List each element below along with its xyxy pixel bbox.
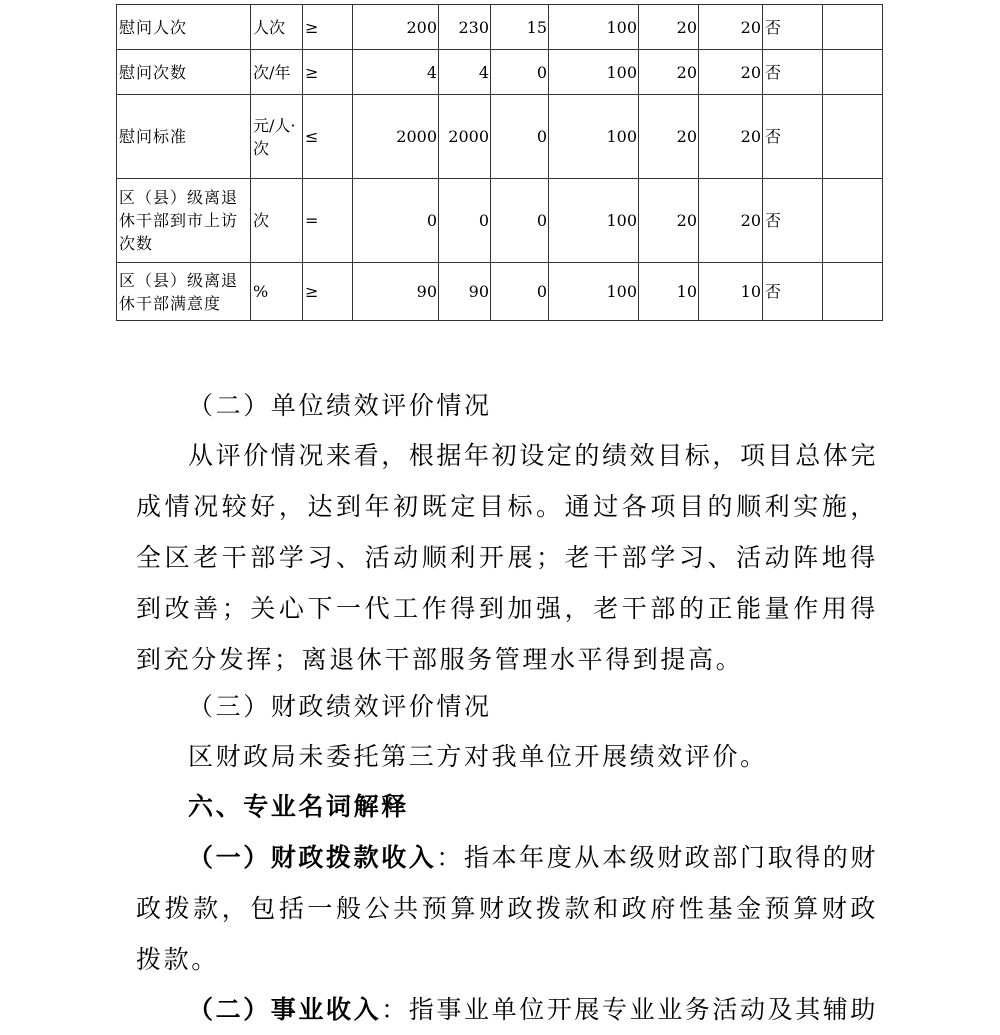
indicator-operator: ≥: [303, 263, 353, 321]
indicator-value-3: 0: [491, 50, 549, 95]
indicator-value-4: 100: [549, 50, 639, 95]
term2-body: ：指事业单位开展专业业务活动及其辅助: [381, 995, 879, 1024]
section6-heading: 六、专业名词解释: [188, 792, 409, 821]
performance-indicator-table: [116, 4, 883, 321]
indicator-name: 慰问标准: [117, 95, 251, 179]
indicator-operator: ≥: [303, 50, 353, 95]
indicator-value-4: 100: [549, 5, 639, 50]
indicator-value-1: 200: [353, 5, 439, 50]
indicator-value-4: 100: [549, 95, 639, 179]
indicator-operator: =: [303, 179, 353, 263]
indicator-note: [823, 263, 883, 321]
indicator-flag: 否: [763, 179, 823, 263]
indicator-value-5: 10: [639, 263, 699, 321]
indicator-flag: 否: [763, 263, 823, 321]
indicator-value-6: 20: [699, 50, 763, 95]
indicator-note: [823, 5, 883, 50]
table-body: [117, 5, 883, 321]
section2-heading: （二）单位绩效评价情况: [188, 391, 492, 420]
indicator-value-5: 20: [639, 5, 699, 50]
term1-body: ：指本年度从本级财政部门取得的财政拨款，包括一般公共预算财政拨款和政府性基金预算财政拨款。: [136, 843, 879, 974]
indicator-value-6: 10: [699, 263, 763, 321]
indicator-unit: 次/年: [251, 50, 303, 95]
section3-heading: （三）财政绩效评价情况: [188, 692, 492, 721]
indicator-value-6: 20: [699, 179, 763, 263]
indicator-flag: 否: [763, 5, 823, 50]
indicator-value-1: 0: [353, 179, 439, 263]
table-row: [117, 50, 883, 95]
indicator-value-3: 0: [491, 263, 549, 321]
indicator-value-1: 90: [353, 263, 439, 321]
indicator-value-6: 20: [699, 5, 763, 50]
indicator-value-5: 20: [639, 50, 699, 95]
section2-body: 从评价情况来看，根据年初设定的绩效目标，项目总体完成情况较好，达到年初既定目标。通过各项目的顺利实施，全区老干部学习、活动顺利开展；老干部学习、活动阵地得到改善；关心下一代工作得到加强，老干部的正能量作用得到充分发挥；离退休干部服务管理水平得到提高。: [136, 441, 879, 674]
indicator-value-5: 20: [639, 179, 699, 263]
indicator-value-2: 230: [439, 5, 491, 50]
indicator-value-2: 90: [439, 263, 491, 321]
table-row: [117, 95, 883, 179]
term2-paragraph: [136, 984, 878, 1035]
indicator-value-2: 0: [439, 179, 491, 263]
indicator-flag: 否: [763, 50, 823, 95]
indicator-name: 慰问人次: [117, 5, 251, 50]
indicator-value-1: 2000: [353, 95, 439, 179]
indicator-name: 慰问次数: [117, 50, 251, 95]
term2-label: （二）事业收入: [188, 995, 382, 1024]
indicator-unit: 元/人·次: [251, 95, 303, 179]
indicator-value-4: 100: [549, 179, 639, 263]
indicator-name: 区（县）级离退休干部满意度: [117, 263, 251, 321]
term1-label: （一）财政拨款收入: [188, 843, 437, 872]
indicator-operator: ≤: [303, 95, 353, 179]
indicator-value-3: 0: [491, 95, 549, 179]
indicator-unit: 人次: [251, 5, 303, 50]
indicator-name: 区（县）级离退休干部到市上访次数: [117, 179, 251, 263]
indicator-value-2: 2000: [439, 95, 491, 179]
table-row: [117, 179, 883, 263]
indicator-value-5: 20: [639, 95, 699, 179]
section3-body: 区财政局未委托第三方对我单位开展绩效评价。: [188, 742, 768, 771]
indicator-value-3: 15: [491, 5, 549, 50]
table-row: [117, 263, 883, 321]
indicator-operator: ≥: [303, 5, 353, 50]
table-row: [117, 5, 883, 50]
indicator-flag: 否: [763, 95, 823, 179]
indicator-note: [823, 95, 883, 179]
indicator-value-3: 0: [491, 179, 549, 263]
indicator-note: [823, 179, 883, 263]
indicator-note: [823, 50, 883, 95]
indicator-value-2: 4: [439, 50, 491, 95]
indicator-value-4: 100: [549, 263, 639, 321]
term1-paragraph: [136, 832, 878, 985]
indicator-unit: 次: [251, 179, 303, 263]
indicator-value-1: 4: [353, 50, 439, 95]
indicator-unit: %: [251, 263, 303, 321]
indicator-value-6: 20: [699, 95, 763, 179]
